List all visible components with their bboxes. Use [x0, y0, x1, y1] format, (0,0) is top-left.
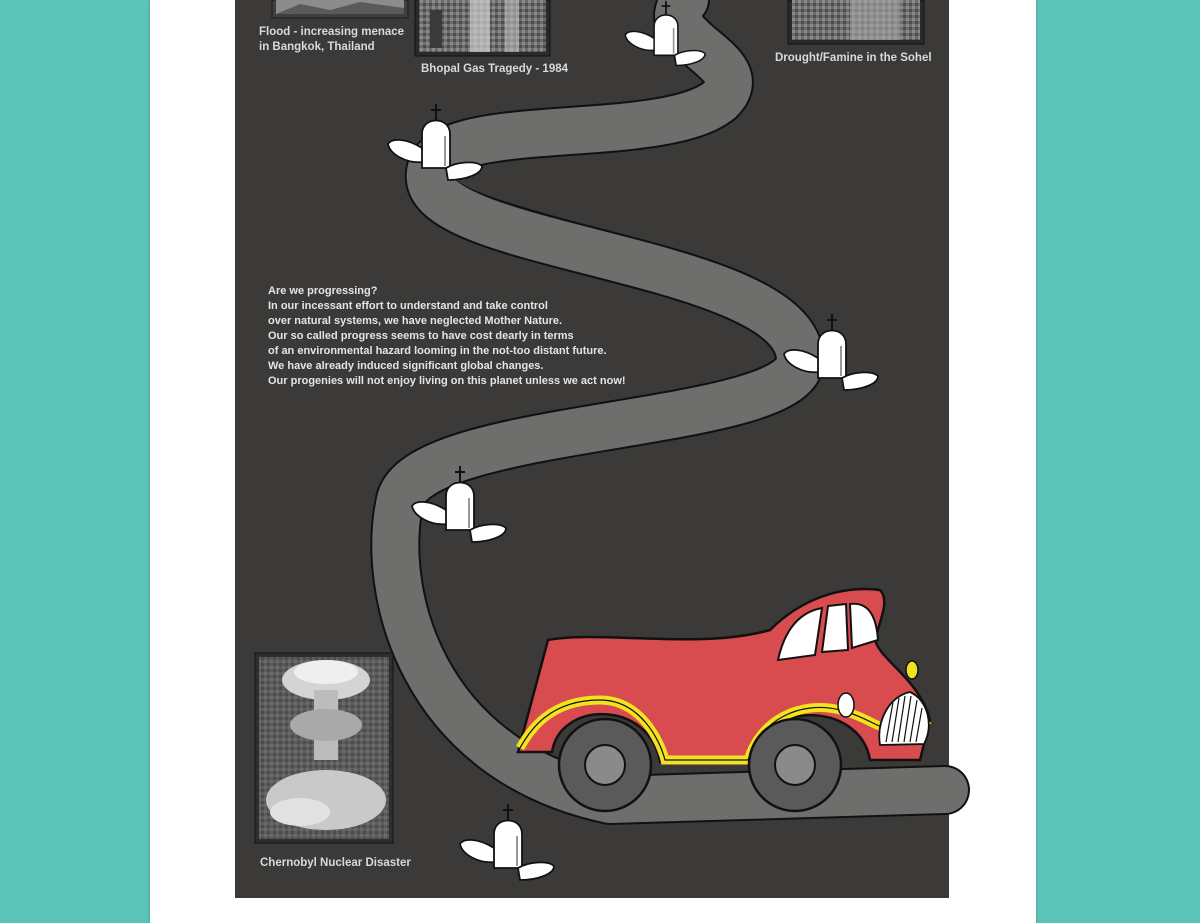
message-line: over natural systems, we have neglected Mother Nature.	[268, 315, 563, 327]
bhopal-photo	[415, 0, 550, 56]
poster-message	[268, 284, 626, 389]
flood-caption	[259, 25, 404, 55]
mushroom-cloud-photo	[255, 653, 393, 843]
flood-caption-line: Flood - increasing menace	[259, 26, 405, 38]
flood-caption-line: in Bangkok, Thailand	[259, 41, 375, 53]
flood-photo	[272, 0, 408, 18]
message-line: We have already induced significant global changes.	[268, 360, 544, 372]
message-line: Are we progressing?	[268, 285, 378, 297]
chernobyl-caption: Chernobyl Nuclear Disaster	[260, 857, 411, 869]
message-line: of an environmental hazard looming in the not-too distant future.	[268, 345, 607, 357]
message-line: Our progenies will not enjoy living on this planet unless we act now!	[268, 375, 626, 387]
bhopal-caption: Bhopal Gas Tragedy - 1984	[421, 63, 569, 75]
message-line: In our incessant effort to understand and take control	[268, 300, 548, 312]
drought-caption: Drought/Famine in the Sohel	[775, 52, 932, 64]
tombstone-icon	[460, 804, 554, 880]
message-line: Our so called progress seems to have cost dearly in terms	[268, 330, 574, 342]
drought-photo	[788, 0, 924, 44]
